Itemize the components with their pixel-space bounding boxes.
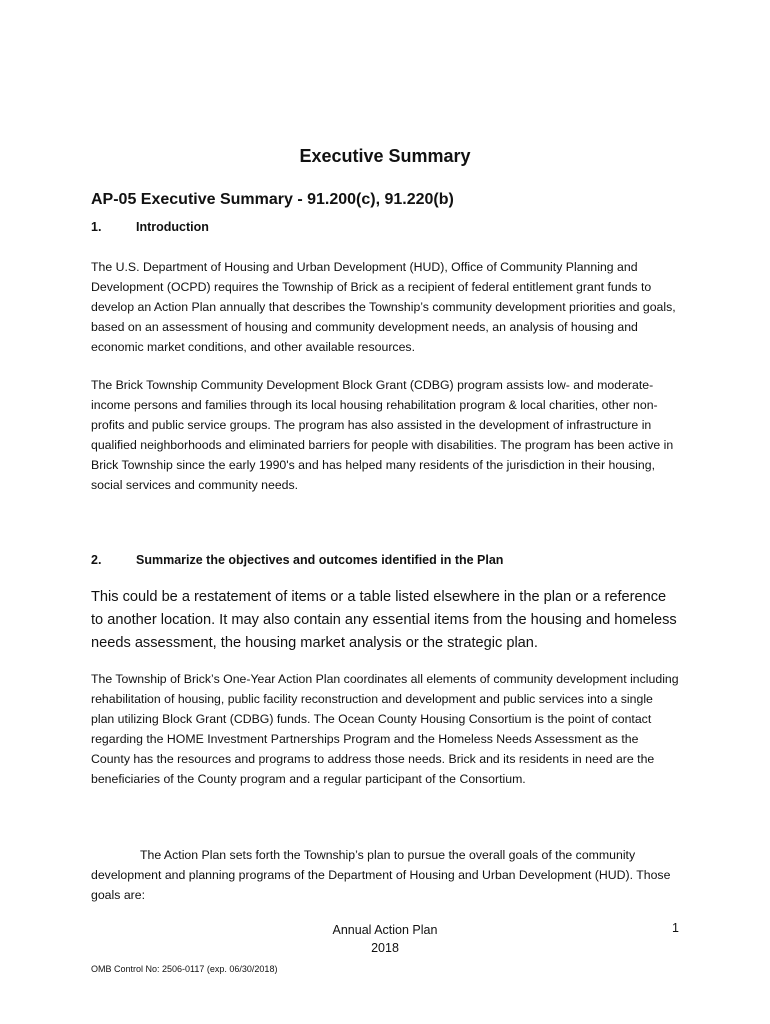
section-2-heading: [91, 553, 503, 567]
objectives-paragraph-2: The Action Plan sets forth the Township’s plan to pursue the overall goals of the community development and planning programs of the Department of Housing and Urban Development (HUD). Those goals are:: [91, 848, 671, 902]
section-1-title: Introduction: [136, 220, 209, 234]
objectives-paragraph-1: The Township of Brick’s One-Year Action Plan coordinates all elements of community development including rehabilitation of housing, public facility reconstruction and development and public services into a single plan utilizing Block Grant (CDBG) funds. The Ocean County Housing Consortium is the point of contact regarding the HOME Investment Partnerships Program and the Homeless Needs Assessment as the County has the resources and programs to address those needs. Brick and its residents in need are the beneficiaries of the County program and a regular participant of the Consortium.: [91, 672, 679, 786]
intro-paragraph-1: The U.S. Department of Housing and Urban Development (HUD), Office of Community Planning and Development (OCPD) requires the Township of Brick as a recipient of federal entitlement grant funds to develop an Action Plan annually that describes the Township’s community development priorities and goals, based on an assessment of housing and community development needs, an analysis of housing and economic market conditions, and other available resources.: [91, 260, 676, 354]
section-heading: AP-05 Executive Summary - 91.200(c), 91.220(b): [91, 191, 454, 208]
footer-plan-name: Annual Action Plan: [332, 923, 438, 937]
section-2-instruction: This could be a restatement of items or a table listed elsewhere in the plan or a reference to another location. It may also contain any essential items from the housing and homeless needs assessment, the housing market analysis or the strategic plan.: [91, 589, 677, 651]
intro-paragraph-2: The Brick Township Community Development Block Grant (CDBG) program assists low- and moderate-income persons and families through its local housing rehabilitation program & local charities, other non-profits and public service groups. The program has also assisted in the development of infrastructure in qualified neighborhoods and eliminated barriers for people with disabilities. The program has been active in Brick Township since the early 1990's and has helped many residents of the jurisdiction in their housing, social services and community needs.: [91, 378, 674, 492]
footer-year: 2018: [371, 941, 399, 955]
section-1-heading: [91, 220, 209, 234]
page-number: 1: [672, 921, 679, 935]
section-2-number: 2.: [91, 553, 102, 567]
page-title: Executive Summary: [299, 146, 471, 166]
section-1-number: 1.: [91, 220, 102, 234]
footer-plan: [300, 921, 470, 957]
omb-control-number: OMB Control No: 2506-0117 (exp. 06/30/2018): [91, 964, 278, 974]
section-2-title: Summarize the objectives and outcomes identified in the Plan: [136, 553, 504, 567]
